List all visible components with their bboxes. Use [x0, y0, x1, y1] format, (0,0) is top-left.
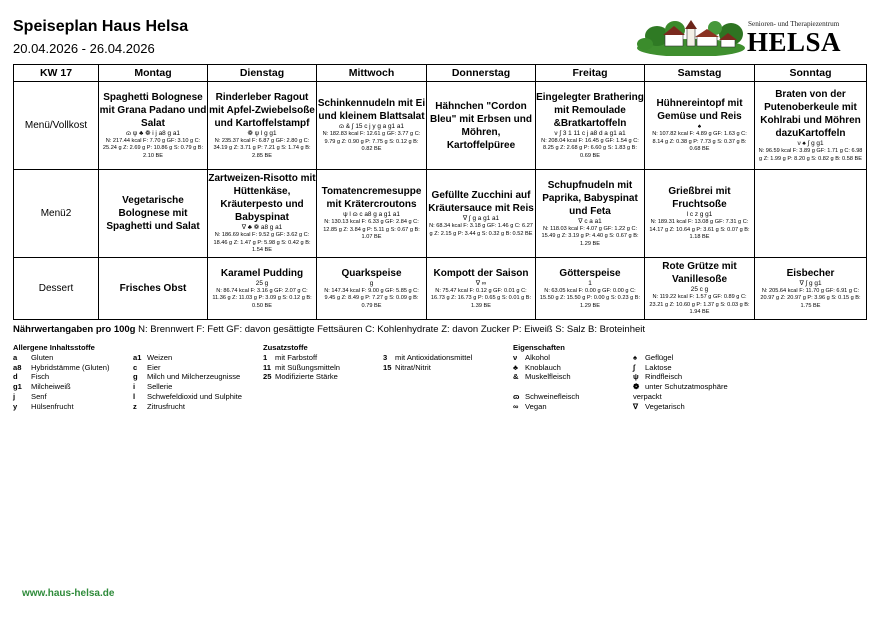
allergen-codes: ν ♠ ∫ g g1: [797, 140, 824, 148]
allergen-codes: ψ l ɷ c a8 g a g1 a1: [343, 211, 400, 219]
nutrition-values: N: 208.04 kcal F: 16.45 g GF: 1.54 g C: 8.25 g Z: 2.68 g P: 6.60 g S: 1.83 g B: 0.69 BE: [541, 137, 639, 159]
menu-cell: [755, 82, 867, 170]
legend-text: verpackt: [633, 391, 662, 401]
legend-item: [13, 382, 131, 392]
legend-item: [13, 353, 131, 363]
menu-cell: [317, 82, 427, 170]
dish-name: Schinkennudeln mit Ei und kleinem Blattsalat: [317, 98, 426, 123]
menu-cell: [99, 170, 208, 258]
legend-column: [633, 353, 763, 412]
table-row: [14, 82, 867, 170]
menu-cell: [317, 258, 427, 320]
legend-item: [513, 402, 631, 412]
menu-cell: [427, 82, 536, 170]
legend-text: Eier: [147, 362, 161, 372]
legend-key: 11: [263, 362, 272, 372]
legend-text: Hybridstämme (Gluten): [31, 362, 110, 372]
dish-name: Rinderleber Ragout mit Apfel-Zwiebelsoße und Kartoffelstampf: [209, 91, 315, 129]
legend-key: i: [133, 382, 136, 392]
nutrition-values: N: 75.47 kcal F: 0.12 g GF: 0.01 g C: 16.73 g Z: 16.73 g P: 0.65 g S: 0.01 g B: 1.39 BE: [430, 287, 532, 309]
menu-cell: [208, 82, 317, 170]
nutrition-values: N: 147.34 kcal F: 9.00 g GF: 5.85 g C: 9.45 g Z: 8.49 g P: 7.27 g S: 0.09 g B: 0.79 BE: [324, 287, 419, 309]
legend-allergens: [13, 343, 253, 413]
legend-key: j: [13, 391, 16, 401]
legend-key: ∫: [633, 362, 636, 372]
allergen-codes: g: [369, 279, 374, 287]
legend-item: [13, 392, 131, 402]
menu-cell: [645, 170, 755, 258]
legend-text: Zitrusfrucht: [147, 401, 185, 411]
legend-text: mit Farbstoff: [275, 352, 318, 362]
legend-key: ν: [513, 352, 518, 362]
legend-item: [13, 363, 131, 373]
day-header: Mittwoch: [317, 65, 427, 82]
allergen-codes: ∇ ♣ ❁ a8 g a1: [241, 224, 283, 232]
legend-text: Geflügel: [645, 352, 674, 362]
allergen-codes: ɷ & ∫ 15 c j y g a g1 a1: [338, 123, 404, 131]
legend-text: Rindfleisch: [645, 372, 683, 382]
legend-text: Alkohol: [525, 352, 550, 362]
dish-name: Hähnchen "Cordon Bleu" mit Erbsen und Möhren, Kartoffelpüree: [430, 100, 532, 151]
day-header: Donnerstag: [427, 65, 536, 82]
legend-title: Eigenschaften: [513, 343, 565, 352]
dish-name: Götterspeise: [559, 267, 621, 279]
menu-cell: [99, 82, 208, 170]
legend-item: [633, 392, 763, 402]
legend-key: g: [133, 372, 138, 382]
legend-text: Vegan: [525, 401, 547, 411]
menu-cell: [645, 82, 755, 170]
dish-name: Hühnereintopf mit Gemüse und Reis: [656, 98, 743, 123]
nutrition-note: [13, 324, 645, 335]
dish-name: Zartweizen-Risotto mit Hüttenkäse, Kräuterpesto und Babyspinat: [208, 173, 316, 224]
legend-column: [133, 353, 253, 412]
legend-key: 25: [263, 372, 272, 382]
legend-item: [133, 353, 253, 363]
legend-item: [513, 353, 631, 363]
week-label: KW 17: [14, 65, 99, 82]
legend-key: c: [133, 362, 138, 372]
dish-name: Eisbecher: [786, 267, 835, 279]
legend-key: ɷ: [513, 391, 520, 401]
legend-item: [633, 353, 763, 363]
legend-text: Gluten: [31, 352, 54, 362]
legend-key: a8: [13, 362, 22, 372]
legend-column: [383, 353, 503, 373]
legend-text: Modifizierte Stärke: [275, 372, 338, 382]
village-logo-icon: [637, 18, 745, 56]
allergen-codes: ν ∫ 3 1 11 c j a8 d a g1 a1: [554, 129, 626, 137]
menu-table: [13, 64, 867, 320]
legend-item: [633, 382, 763, 392]
legend-text: Vegetarisch: [645, 401, 685, 411]
legend-key: ∞: [513, 401, 519, 411]
legend-item: [383, 353, 503, 363]
legend-column: [263, 353, 381, 382]
allergen-codes: 25 g: [255, 279, 269, 287]
legend-item: [513, 363, 631, 373]
logo-name: HELSA: [747, 27, 842, 57]
nutrition-values: N: 235.37 kcal F: 6.87 g GF: 2.80 g C: 34.19 g Z: 3.71 g P: 7.21 g S: 1.74 g B: 2.85 BE: [213, 137, 311, 159]
legend-item: [133, 372, 253, 382]
nutrition-values: N: 68.34 kcal F: 3.18 g GF: 1.46 g C: 6.27 g Z: 2.15 g P: 3.44 g S: 0.32 g B: 0.52 BE: [429, 223, 533, 237]
menu-cell: [427, 170, 536, 258]
legend-column: [513, 353, 631, 412]
nutrition-values: N: 107.82 kcal F: 4.89 g GF: 1.63 g C: 8.14 g Z: 0.38 g P: 7.73 g S: 0.37 g B: 0.68 BE: [652, 131, 747, 153]
nutrition-values: N: 119.22 kcal F: 1.57 g GF: 0.89 g C: 23.21 g Z: 10.60 g P: 1.37 g S: 0.03 g B: 1.94 BE: [649, 294, 750, 316]
legend-item: [633, 402, 763, 412]
day-header: Dienstag: [208, 65, 317, 82]
dish-name: Schupfnudeln mit Paprika, Babyspinat und Feta: [542, 179, 638, 217]
day-header: Samstag: [645, 65, 755, 82]
allergen-codes: 25 c g: [690, 286, 709, 294]
legend-key: d: [13, 372, 18, 382]
legend-text: Schwefeldioxid und Sulphite: [147, 391, 242, 401]
legend-key: 3: [383, 352, 388, 362]
legend-text: Muskelfleisch: [525, 372, 571, 382]
legend-key: z: [133, 401, 137, 411]
menu-cell: [536, 170, 645, 258]
legend-key: ψ: [633, 372, 639, 382]
nutrition-values: N: 182.83 kcal F: 12.61 g GF: 3.77 g C: 9.79 g Z: 0.90 g P: 7.75 g S: 0.12 g B: 0.82 BE: [322, 131, 421, 153]
legend-key: ♠: [633, 352, 638, 362]
legend-item: [513, 382, 631, 392]
legend-item: [263, 353, 381, 363]
allergen-codes: l c z g g1: [686, 211, 713, 219]
dish-name: Tomatencremesuppe mit Krätercroutons: [321, 186, 422, 211]
nutrition-values: N: 205.64 kcal F: 11.70 g GF: 6.91 g C: 20.97 g Z: 20.97 g P: 3.96 g S: 0.15 g B: 1.75 BE: [760, 287, 861, 309]
legend-properties: [513, 343, 763, 413]
legend-key: ♣: [513, 362, 518, 372]
dish-name: Kompott der Saison: [433, 267, 529, 279]
dish-name: Quarkspeise: [341, 267, 402, 279]
website-link[interactable]: www.haus-helsa.de: [22, 588, 115, 599]
legend-text: mit Antioxidationsmittel: [395, 352, 473, 362]
table-row: [14, 170, 867, 258]
allergen-codes: ❁ ψ l g g1: [247, 129, 277, 137]
legend-item: [383, 363, 503, 373]
legend-title: Allergene Inhaltsstoffe: [13, 343, 95, 352]
row-label: Menü2: [14, 170, 99, 258]
allergen-codes: ∇ c a a1: [578, 217, 602, 225]
dish-name: Spaghetti Bolognese mit Grana Padano und Salat: [99, 91, 207, 129]
legend-text: Schweinefleisch: [525, 391, 580, 401]
day-header: Freitag: [536, 65, 645, 82]
dish-name: Frisches Obst: [119, 283, 187, 294]
dish-name: Karamel Pudding: [220, 267, 304, 279]
menu-cell: [208, 170, 317, 258]
dish-name: Gefüllte Zucchini auf Kräutersauce mit Reis: [428, 190, 534, 215]
legend-item: [133, 363, 253, 373]
legend-item: [633, 363, 763, 373]
allergen-codes: ɷ ψ ♣ ❁ i j a8 g a1: [126, 129, 180, 137]
allergen-codes: ∇ ∞: [475, 279, 487, 287]
legend-additives: [263, 343, 503, 413]
menu-cell: [427, 258, 536, 320]
day-header: Sonntag: [755, 65, 867, 82]
legend-text: Milcheiweiß: [31, 382, 71, 392]
legend-key: y: [13, 401, 18, 411]
legend-key: ❁: [633, 382, 640, 392]
legend-key: &: [513, 372, 519, 382]
legend-text: Weizen: [147, 352, 173, 362]
nutrition-note-text: N: Brennwert F: Fett GF: davon gesättigte Fettsäuren C: Kohlenhydrate Z: davon Zucker P: Eiweiß S: Salz B: Broteinheit: [135, 324, 646, 335]
menu-cell: [755, 170, 867, 258]
legend-text: Nitrat/Nitrit: [395, 362, 431, 372]
legend-column: [13, 353, 131, 412]
legend-key: ∇: [633, 401, 639, 411]
legend-item: [13, 372, 131, 382]
legend-title: Zusatzstoffe: [263, 343, 308, 352]
legend-text: Knoblauch: [525, 362, 561, 372]
date-range: 20.04.2026 - 26.04.2026: [13, 41, 155, 56]
legend-item: [513, 392, 631, 402]
dish-name: Eingelegter Brathering mit Remoulade &Bratkartoffeln: [536, 91, 644, 129]
row-label: Dessert: [14, 258, 99, 320]
nutrition-values: N: 130.13 kcal F: 6.33 g GF: 2.84 g C: 12.85 g Z: 3.84 g P: 5.11 g S: 0.67 g B: 1.07 BE: [323, 219, 420, 241]
dish-name: Rote Grütze mit Vanillesoße: [662, 261, 737, 286]
page-title: Speiseplan Haus Helsa: [13, 18, 189, 35]
legend-item: [513, 372, 631, 382]
menu-cell: [755, 258, 867, 320]
legend-key: a1: [133, 352, 142, 362]
legend-item: [133, 392, 253, 402]
menu-cell: [99, 258, 208, 320]
nutrition-values: N: 63.05 kcal F: 0.00 g GF: 0.00 g C: 15.50 g Z: 15.50 g P: 0.00 g S: 0.23 g B: 1.29 BE: [539, 287, 641, 309]
logo-subtitle: Senioren- und Therapiezentrum: [748, 20, 840, 28]
helsa-logo: [637, 18, 865, 56]
legend-text: Sellerie: [147, 382, 173, 392]
legend-text: Milch und Milcherzeugnisse: [147, 372, 241, 382]
nutrition-values: N: 96.59 kcal F: 3.89 g GF: 1.71 g C: 6.98 g Z: 1.99 g P: 8.20 g S: 0.82 g B: 0.58 BE: [758, 148, 863, 162]
nutrition-values: N: 186.69 kcal F: 9.52 g GF: 3.62 g C: 18.46 g Z: 1.47 g P: 5.98 g S: 0.42 g B: 1.54 BE: [213, 232, 311, 254]
menu-cell: [645, 258, 755, 320]
menu-cell: [208, 258, 317, 320]
legend-item: [633, 372, 763, 382]
table-row: [14, 258, 867, 320]
legend-text: unter Schutzatmosphäre: [645, 382, 728, 392]
menu-cell: [536, 258, 645, 320]
legend-item: [13, 402, 131, 412]
allergen-codes: ∇ ∫ g g1: [799, 279, 822, 287]
nutrition-values: N: 217.44 kcal F: 7.70 g GF: 3.10 g C: 25.24 g Z: 2.69 g P: 10.86 g S: 0.79 g B: 2.10 BE: [102, 137, 204, 159]
legend-key: 15: [383, 362, 392, 372]
dish-name: Grießbrei mit Fruchtsoße: [668, 186, 731, 211]
allergen-codes: 1: [588, 279, 592, 287]
legend-text: Laktose: [645, 362, 672, 372]
legend-text: mit Süßungsmitteln: [275, 362, 340, 372]
legend-item: [263, 372, 381, 382]
nutrition-values: N: 86.74 kcal F: 3.16 g GF: 2.07 g C: 11.36 g Z: 11.03 g P: 3.09 g S: 0.12 g B: 0.50 BE: [212, 287, 312, 309]
legend-item: [133, 382, 253, 392]
menu-cell: [317, 170, 427, 258]
dish-name: Vegetarische Bolognese mit Spaghetti und Salat: [106, 195, 200, 232]
legend-key: 1: [263, 352, 268, 362]
allergen-codes: ♠: [697, 123, 702, 131]
legend-text: Fisch: [31, 372, 50, 382]
nutrition-values: N: 118.03 kcal F: 4.07 g GF: 1.22 g C: 15.49 g Z: 3.19 g P: 4.40 g S: 0.67 g B: 1.29 BE: [541, 225, 639, 247]
row-label: Menü/Vollkost: [14, 82, 99, 170]
legend-text: Hülsenfrucht: [31, 401, 74, 411]
legend-text: Senf: [31, 391, 47, 401]
day-header: Montag: [99, 65, 208, 82]
legend-key: a: [13, 352, 18, 362]
legend-key: l: [133, 391, 136, 401]
legend-item: [263, 363, 381, 373]
legend-item: [133, 402, 253, 412]
nutrition-note-title: Nährwertangaben pro 100g: [13, 324, 136, 335]
nutrition-values: N: 189.31 kcal F: 13.08 g GF: 7.31 g C: 14.17 g Z: 10.64 g P: 3.61 g S: 0.07 g B: 1.18 BE: [649, 219, 750, 241]
allergen-codes: ∇ ∫ g a g1 a1: [462, 215, 500, 223]
legend-key: g1: [13, 382, 22, 392]
menu-cell: [536, 82, 645, 170]
table-header-row: [14, 65, 867, 82]
dish-name: Braten von der Putenoberkeule mit Kohlrabi und Möhren dazuKartoffeln: [760, 89, 861, 140]
